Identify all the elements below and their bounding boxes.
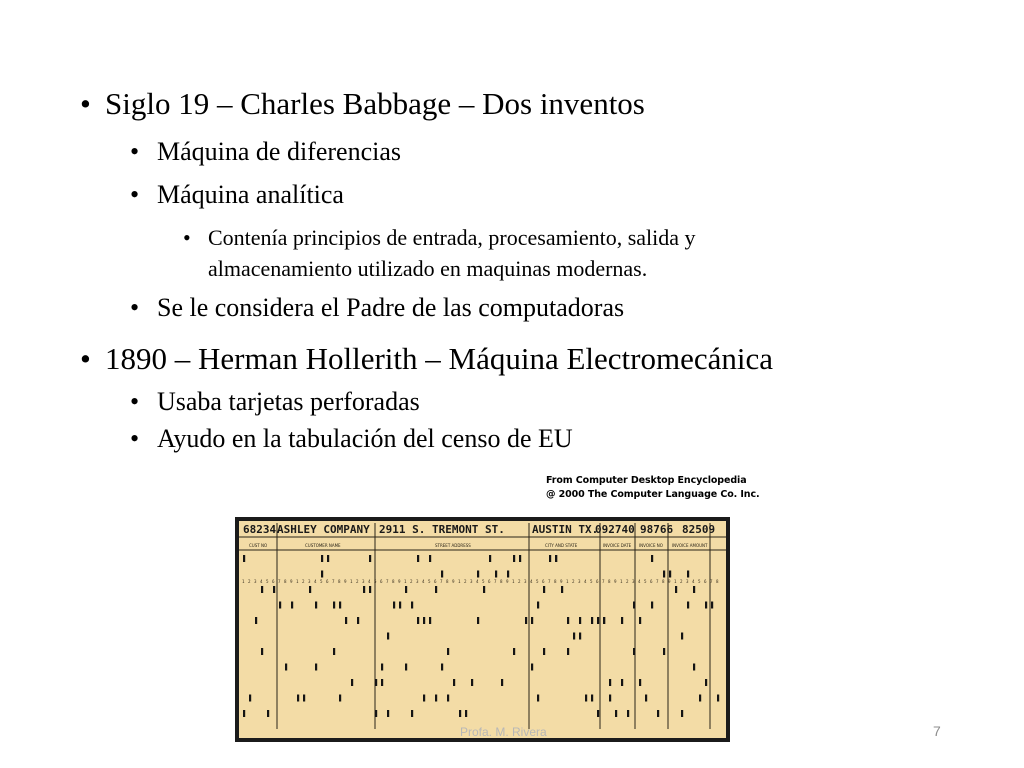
card-digit: 3 — [524, 579, 527, 584]
card-hole — [597, 617, 599, 624]
card-digit: 8 — [608, 579, 611, 584]
card-digit: 3 — [686, 579, 689, 584]
card-digit: 1 — [674, 579, 677, 584]
card-hole — [507, 571, 509, 578]
card-header-field: 82509 — [682, 523, 716, 536]
card-hole — [687, 571, 689, 578]
card-hole — [471, 679, 473, 686]
card-hole — [375, 679, 377, 686]
card-hole — [639, 617, 641, 624]
card-hole — [543, 586, 545, 593]
card-hole — [447, 648, 449, 655]
card-hole — [669, 571, 671, 578]
card-digit: 6 — [542, 579, 545, 584]
card-header-field: 2911 S. TREMONT ST. — [379, 523, 505, 536]
card-digit: 4 — [638, 579, 641, 584]
card-hole — [687, 602, 689, 609]
card-digit: 5 — [536, 579, 539, 584]
card-hole — [453, 679, 455, 686]
card-hole — [261, 586, 263, 593]
card-hole — [657, 710, 659, 717]
card-digit: 9 — [560, 579, 563, 584]
card-digit: 3 — [470, 579, 473, 584]
card-hole — [663, 571, 665, 578]
card-hole — [567, 648, 569, 655]
card-column-label: CUSTOMER NAME — [305, 543, 341, 548]
card-hole — [429, 555, 431, 562]
bullet-dot: • — [80, 341, 91, 376]
card-hole — [285, 664, 287, 671]
card-digit: 4 — [368, 579, 371, 584]
card-digit: 6 — [326, 579, 329, 584]
card-digit: 4 — [314, 579, 317, 584]
card-digit: 2 — [302, 579, 305, 584]
card-hole — [447, 695, 449, 702]
card-hole — [525, 617, 527, 624]
card-hole — [333, 602, 335, 609]
card-digit: 5 — [482, 579, 485, 584]
card-digit: 2 — [410, 579, 413, 584]
card-digit: 7 — [278, 579, 281, 584]
card-hole — [327, 555, 329, 562]
image-caption — [546, 474, 760, 502]
card-hole — [249, 695, 251, 702]
card-digit: 5 — [374, 579, 377, 584]
card-hole — [243, 555, 245, 562]
card-digit: 1 — [620, 579, 623, 584]
card-hole — [609, 695, 611, 702]
card-digit: 7 — [656, 579, 659, 584]
card-hole — [303, 695, 305, 702]
card-hole — [501, 679, 503, 686]
card-digit: 9 — [614, 579, 617, 584]
card-digit: 2 — [518, 579, 521, 584]
card-column-label: INVOICE DATE — [603, 543, 632, 548]
card-hole — [555, 555, 557, 562]
card-hole — [351, 679, 353, 686]
bullet-dot: • — [130, 387, 140, 416]
card-hole — [339, 602, 341, 609]
card-hole — [393, 602, 395, 609]
card-digit: 6 — [434, 579, 437, 584]
card-hole — [243, 710, 245, 717]
bullet-dot: • — [130, 293, 140, 322]
card-hole — [711, 602, 713, 609]
card-digit: 9 — [506, 579, 509, 584]
card-digit: 8 — [716, 579, 719, 584]
card-digit: 2 — [356, 579, 359, 584]
card-hole — [255, 617, 257, 624]
card-hole — [573, 633, 575, 640]
card-digit: 7 — [548, 579, 551, 584]
card-hole — [423, 617, 425, 624]
card-hole — [309, 586, 311, 593]
card-hole — [405, 586, 407, 593]
card-digit: 7 — [602, 579, 605, 584]
card-hole — [369, 586, 371, 593]
card-digit: 1 — [512, 579, 515, 584]
card-hole — [489, 555, 491, 562]
card-hole — [705, 679, 707, 686]
card-hole — [693, 586, 695, 593]
punch-card-svg — [235, 517, 730, 742]
card-hole — [651, 555, 653, 562]
card-hole — [435, 695, 437, 702]
card-hole — [273, 586, 275, 593]
card-hole — [399, 602, 401, 609]
bullet-dot: • — [130, 137, 140, 166]
card-column-label: CUST NO — [249, 543, 268, 548]
card-digit: 1 — [242, 579, 245, 584]
card-hole — [579, 633, 581, 640]
card-digit: 7 — [710, 579, 713, 584]
card-hole — [381, 664, 383, 671]
card-hole — [627, 710, 629, 717]
card-hole — [315, 664, 317, 671]
card-digit: 7 — [386, 579, 389, 584]
card-digit: 2 — [572, 579, 575, 584]
bullet-text: Siglo 19 – Charles Babbage – Dos inventos — [105, 86, 645, 121]
card-digit: 9 — [668, 579, 671, 584]
card-hole — [681, 633, 683, 640]
card-hole — [645, 695, 647, 702]
card-hole — [549, 555, 551, 562]
card-digit: 5 — [428, 579, 431, 584]
card-digit: 3 — [416, 579, 419, 584]
card-hole — [357, 617, 359, 624]
card-digit: 7 — [494, 579, 497, 584]
card-hole — [411, 602, 413, 609]
card-hole — [387, 633, 389, 640]
card-digit: 5 — [644, 579, 647, 584]
caption-line-2: @ 2000 The Computer Language Co. Inc. — [546, 489, 760, 500]
caption-line-1: From Computer Desktop Encyclopedia — [546, 475, 747, 486]
card-hole — [603, 617, 605, 624]
card-hole — [477, 617, 479, 624]
bullet-text: Se le considera el Padre de las computadoras — [157, 293, 625, 322]
card-header-field: 68234 — [243, 523, 277, 536]
card-digit: 3 — [362, 579, 365, 584]
card-hole — [699, 695, 701, 702]
card-hole — [261, 648, 263, 655]
card-hole — [519, 555, 521, 562]
card-hole — [291, 602, 293, 609]
card-digit: 5 — [266, 579, 269, 584]
card-column-label: INVOICE NO — [639, 543, 663, 548]
card-digit: 4 — [692, 579, 695, 584]
card-hole — [321, 571, 323, 578]
card-column-label: CITY AND STATE — [545, 543, 578, 548]
card-hole — [567, 617, 569, 624]
card-digit: 6 — [380, 579, 383, 584]
card-digit: 2 — [464, 579, 467, 584]
card-hole — [633, 648, 635, 655]
bullet-text: Máquina de diferencias — [157, 137, 402, 166]
card-hole — [495, 571, 497, 578]
bullet-text: Máquina analítica — [157, 180, 344, 209]
card-hole — [465, 710, 467, 717]
card-digit: 9 — [452, 579, 455, 584]
card-hole — [417, 617, 419, 624]
card-digit: 6 — [272, 579, 275, 584]
card-digit: 3 — [632, 579, 635, 584]
card-digit: 4 — [476, 579, 479, 584]
card-hole — [591, 617, 593, 624]
card-hole — [369, 555, 371, 562]
card-digit: 9 — [344, 579, 347, 584]
card-digit: 1 — [350, 579, 353, 584]
card-digit: 6 — [704, 579, 707, 584]
card-hole — [345, 617, 347, 624]
card-digit: 2 — [248, 579, 251, 584]
card-hole — [423, 695, 425, 702]
card-hole — [531, 617, 533, 624]
card-digit: 4 — [422, 579, 425, 584]
card-hole — [477, 571, 479, 578]
card-hole — [405, 664, 407, 671]
card-hole — [543, 648, 545, 655]
card-column-label: INVOICE AMOUNT — [672, 543, 708, 548]
bullet-text: almacenamiento utilizado en maquinas modernas. — [208, 256, 648, 281]
card-hole — [591, 695, 593, 702]
card-digit: 8 — [500, 579, 503, 584]
card-digit: 2 — [626, 579, 629, 584]
card-hole — [597, 710, 599, 717]
card-digit: 9 — [290, 579, 293, 584]
card-digit: 8 — [392, 579, 395, 584]
card-digit: 8 — [446, 579, 449, 584]
card-hole — [633, 602, 635, 609]
card-surface — [239, 521, 726, 738]
card-header-field: 98766 — [640, 523, 674, 536]
card-digit: 5 — [320, 579, 323, 584]
card-digit: 4 — [260, 579, 263, 584]
card-hole — [459, 710, 461, 717]
bullet-dot: • — [130, 180, 140, 209]
card-hole — [717, 695, 719, 702]
card-hole — [513, 555, 515, 562]
card-digit: 1 — [404, 579, 407, 584]
card-hole — [267, 710, 269, 717]
bullet-text: 1890 – Herman Hollerith – Máquina Electromecánica — [105, 341, 773, 376]
card-hole — [411, 710, 413, 717]
card-digit: 2 — [680, 579, 683, 584]
card-header-field: ASHLEY COMPANY — [277, 523, 370, 536]
card-hole — [639, 679, 641, 686]
card-hole — [363, 586, 365, 593]
card-hole — [663, 648, 665, 655]
card-hole — [297, 695, 299, 702]
card-hole — [675, 586, 677, 593]
card-hole — [693, 664, 695, 671]
bullet-dot: • — [130, 424, 140, 453]
card-hole — [441, 571, 443, 578]
punch-card-image — [235, 517, 730, 742]
card-hole — [381, 679, 383, 686]
card-digit: 4 — [530, 579, 533, 584]
card-digit: 3 — [578, 579, 581, 584]
card-digit: 3 — [254, 579, 257, 584]
card-hole — [651, 602, 653, 609]
card-hole — [321, 555, 323, 562]
card-hole — [609, 679, 611, 686]
card-hole — [435, 586, 437, 593]
card-digit: 1 — [458, 579, 461, 584]
card-digit: 8 — [554, 579, 557, 584]
card-digit: 5 — [698, 579, 701, 584]
card-hole — [681, 710, 683, 717]
card-digit: 8 — [284, 579, 287, 584]
card-hole — [333, 648, 335, 655]
bullet-dot: • — [80, 86, 91, 121]
card-header-field: 092740 — [595, 523, 635, 536]
card-hole — [537, 695, 539, 702]
footer-text: Profa. M. Rivera — [460, 725, 547, 739]
card-digit: 1 — [296, 579, 299, 584]
card-hole — [387, 710, 389, 717]
bullet-text: Usaba tarjetas perforadas — [157, 387, 420, 416]
card-hole — [375, 710, 377, 717]
card-hole — [615, 710, 617, 717]
card-hole — [339, 695, 341, 702]
card-digit: 7 — [440, 579, 443, 584]
card-digit: 6 — [650, 579, 653, 584]
card-hole — [483, 586, 485, 593]
card-hole — [621, 679, 623, 686]
card-digit: 6 — [596, 579, 599, 584]
card-digit: 8 — [338, 579, 341, 584]
card-digit: 6 — [488, 579, 491, 584]
card-hole — [585, 695, 587, 702]
card-column-label: STREET ADDRESS — [435, 543, 471, 548]
card-hole — [537, 602, 539, 609]
bullet-text: Ayudo en la tabulación del censo de EU — [157, 424, 573, 453]
card-hole — [279, 602, 281, 609]
card-digit: 3 — [308, 579, 311, 584]
card-digit: 9 — [398, 579, 401, 584]
card-hole — [579, 617, 581, 624]
bullet-text: Contenía principios de entrada, procesamiento, salida y — [208, 225, 696, 250]
card-digit: 5 — [590, 579, 593, 584]
card-digit: 7 — [332, 579, 335, 584]
slide-number: 7 — [933, 723, 941, 739]
card-hole — [513, 648, 515, 655]
card-hole — [705, 602, 707, 609]
card-hole — [621, 617, 623, 624]
card-digit: 4 — [584, 579, 587, 584]
card-digit: 8 — [662, 579, 665, 584]
card-header-field: AUSTIN TX. — [532, 523, 599, 536]
card-hole — [315, 602, 317, 609]
card-digit: 1 — [566, 579, 569, 584]
card-hole — [429, 617, 431, 624]
card-hole — [417, 555, 419, 562]
card-hole — [531, 664, 533, 671]
bullet-dot: • — [183, 225, 191, 250]
card-hole — [561, 586, 563, 593]
card-hole — [441, 664, 443, 671]
